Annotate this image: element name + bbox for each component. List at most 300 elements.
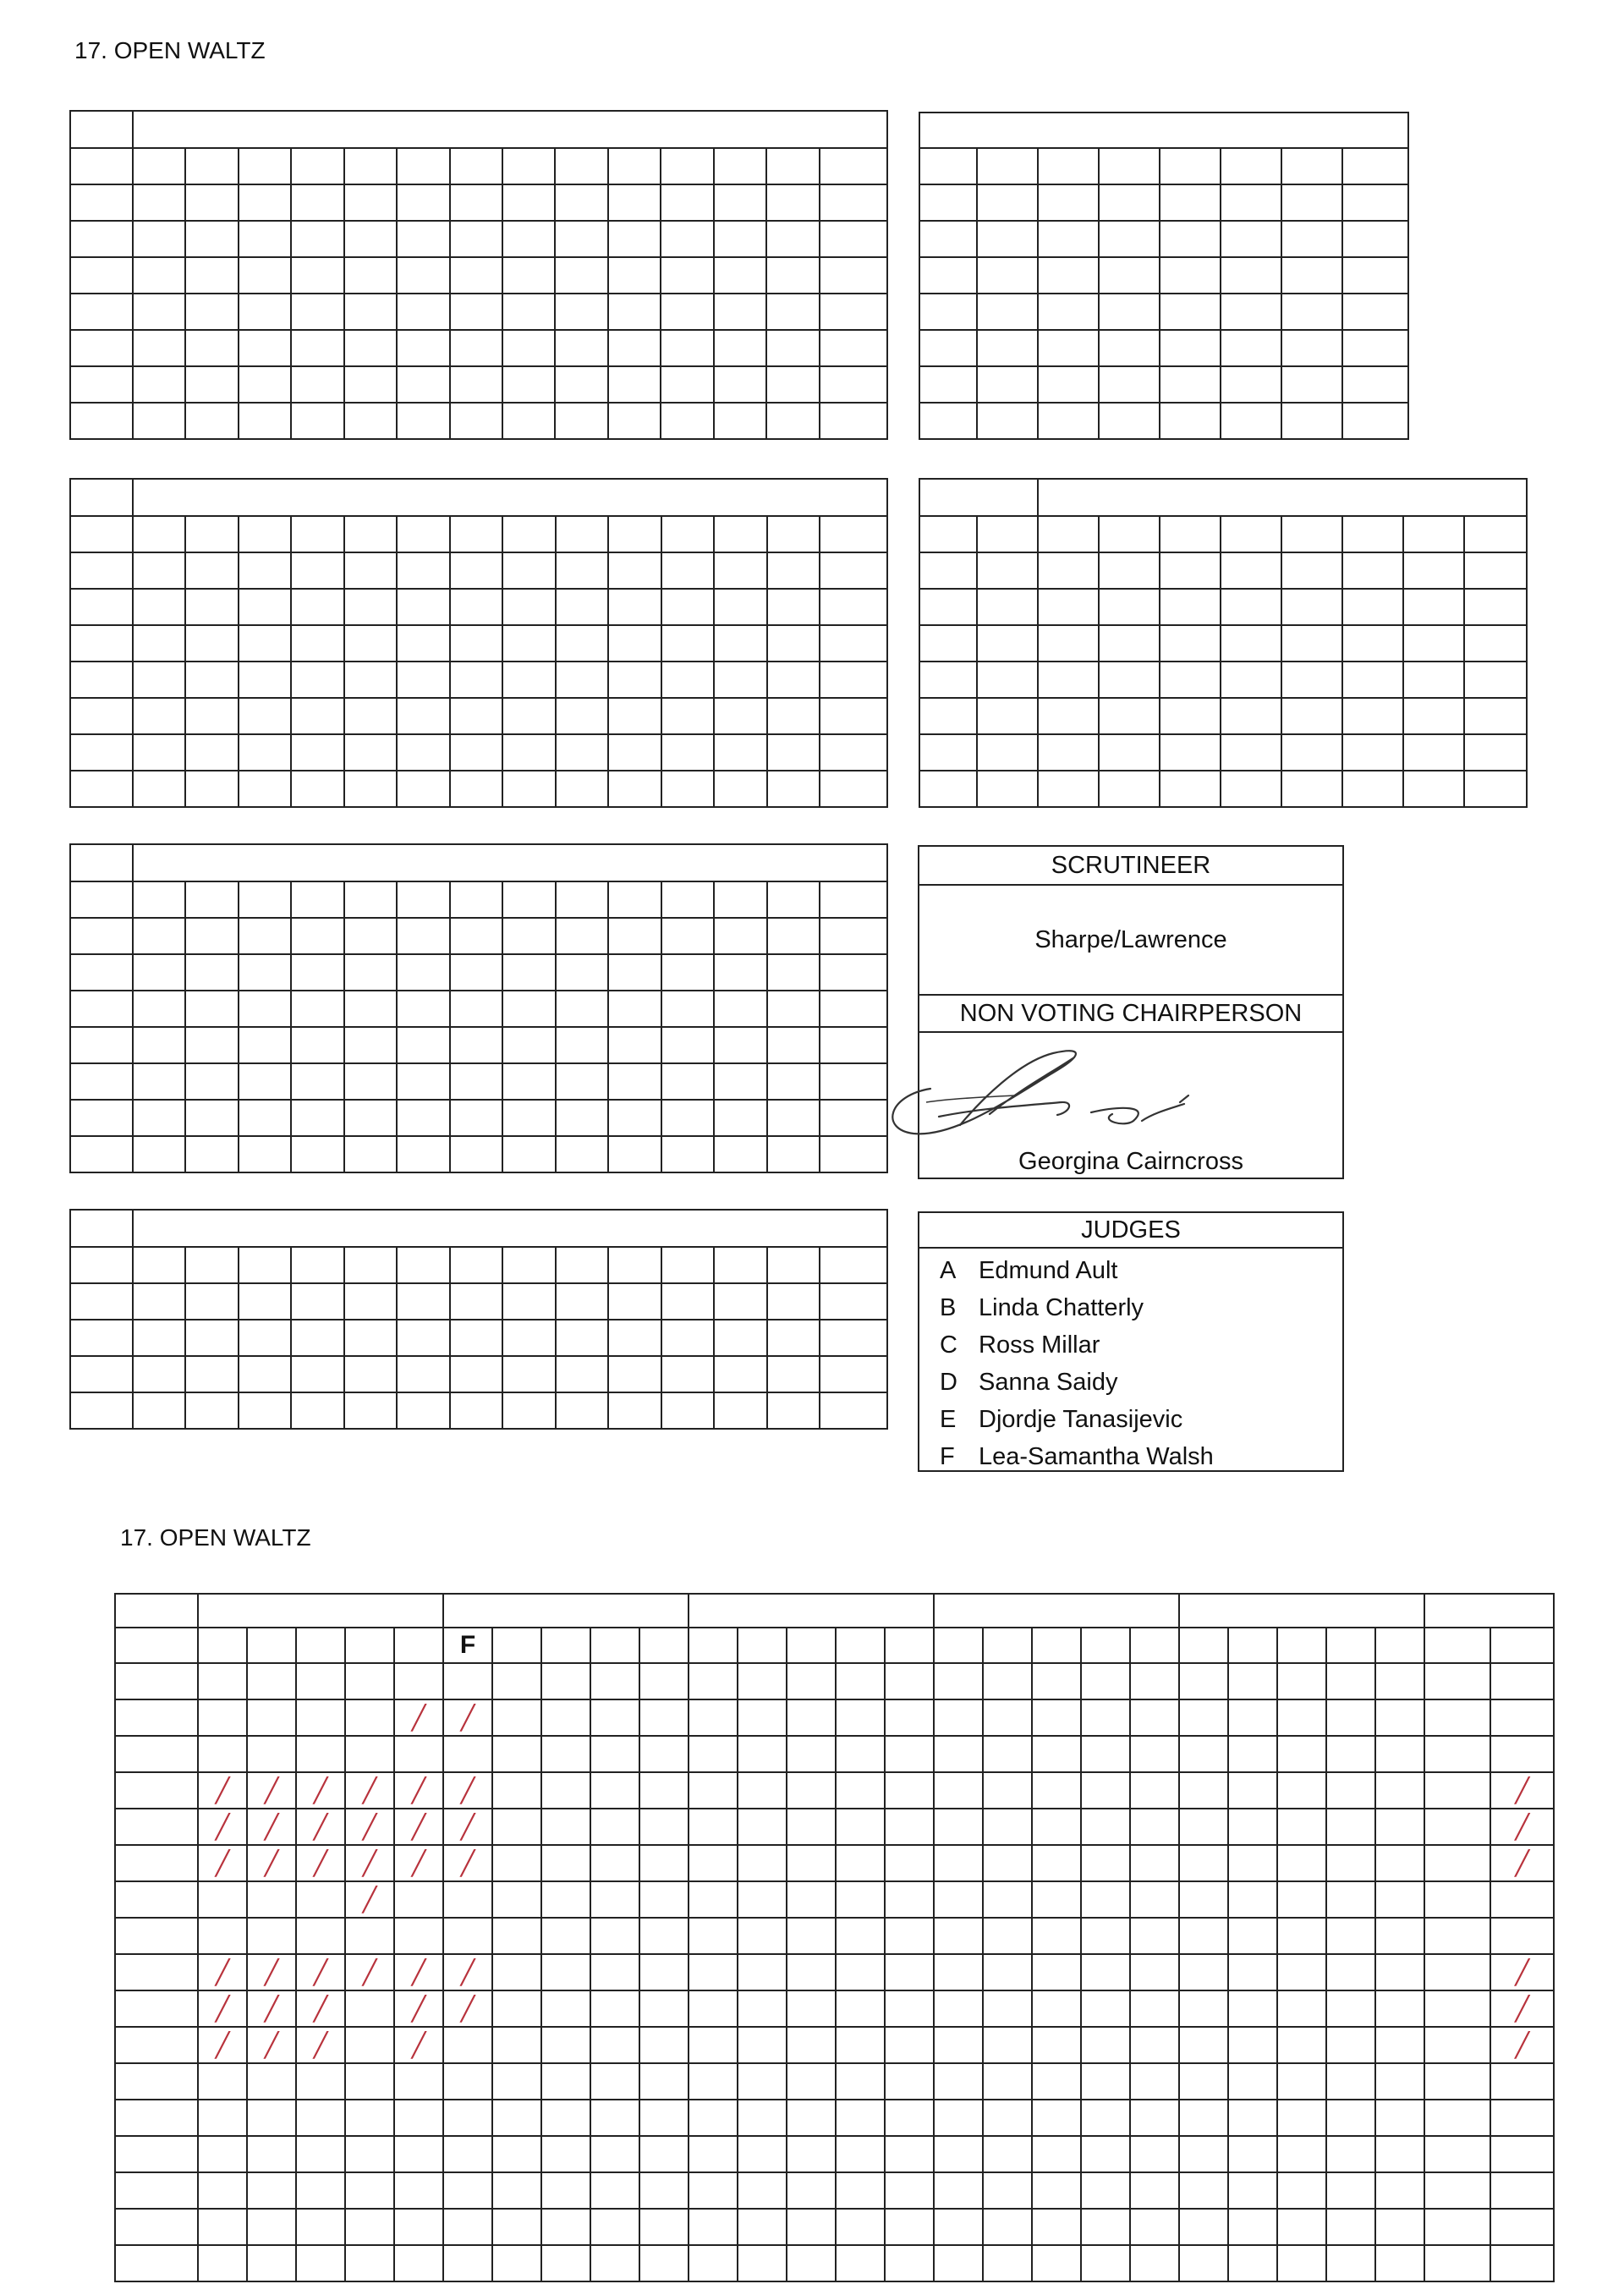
empty-cell xyxy=(1032,1845,1081,1881)
empty-cell xyxy=(1490,2136,1554,2172)
empty-cell xyxy=(836,2245,885,2281)
couple-row xyxy=(70,257,887,294)
couple-number xyxy=(115,1845,198,1881)
empty-cell xyxy=(291,918,343,954)
empty-cell xyxy=(296,2136,345,2172)
empty-cell xyxy=(977,294,1038,330)
empty-cell xyxy=(1081,1736,1130,1772)
position-cell xyxy=(820,221,887,257)
empty-cell xyxy=(296,1663,345,1699)
empty-cell xyxy=(934,2136,983,2172)
empty-cell xyxy=(1038,662,1099,698)
empty-cell xyxy=(767,662,820,698)
empty-cell xyxy=(714,1100,766,1136)
judge-column-header xyxy=(1179,1628,1228,1663)
column-header xyxy=(1099,516,1160,552)
empty-cell xyxy=(1281,734,1342,771)
empty-cell xyxy=(70,662,133,698)
judges-list xyxy=(919,1249,1342,1475)
column-header xyxy=(608,148,661,184)
column-header xyxy=(291,516,343,552)
empty-cell xyxy=(1160,552,1221,589)
column-header xyxy=(185,881,238,918)
empty-cell xyxy=(1038,184,1099,221)
empty-cell xyxy=(443,1881,492,1918)
empty-cell xyxy=(443,2063,492,2100)
mark-cell xyxy=(502,330,555,366)
empty-cell xyxy=(133,589,185,625)
recall-mark: ╱ xyxy=(247,1954,296,1990)
empty-cell xyxy=(689,2172,738,2209)
recall-mark: ╱ xyxy=(247,2027,296,2063)
empty-cell xyxy=(639,1663,689,1699)
mark-cell xyxy=(239,366,291,403)
summary-table xyxy=(919,112,1409,440)
empty-cell xyxy=(502,403,555,439)
empty-cell xyxy=(541,2063,590,2100)
empty-cell xyxy=(1490,2245,1554,2281)
empty-cell xyxy=(247,1736,296,1772)
column-header xyxy=(291,1247,343,1283)
empty-cell xyxy=(983,1845,1032,1881)
empty-cell xyxy=(1179,1736,1228,1772)
chairperson-name: Georgina Cairncross xyxy=(1018,1148,1243,1175)
empty-row xyxy=(70,1100,887,1136)
empty-cell xyxy=(983,2245,1032,2281)
empty-cell xyxy=(787,1736,836,1772)
column-header xyxy=(1342,148,1408,184)
recall-mark: ╱ xyxy=(394,1772,443,1809)
mark-cell xyxy=(291,294,343,330)
mark-cell xyxy=(239,294,291,330)
empty-cell xyxy=(70,589,133,625)
empty-cell xyxy=(1228,1699,1277,1736)
empty-cell xyxy=(239,589,291,625)
empty-cell xyxy=(1375,1736,1424,1772)
empty-cell xyxy=(934,1736,983,1772)
empty-cell xyxy=(541,2209,590,2245)
empty-cell xyxy=(556,625,608,662)
empty-cell xyxy=(556,1100,608,1136)
empty-cell xyxy=(239,1100,291,1136)
empty-cell xyxy=(1081,1699,1130,1736)
empty-cell xyxy=(247,2245,296,2281)
recall-mark: ╱ xyxy=(296,1990,345,2027)
empty-cell xyxy=(1281,698,1342,734)
empty-cell xyxy=(502,589,555,625)
empty-cell xyxy=(1038,403,1099,439)
empty-cell xyxy=(492,1736,541,1772)
empty-cell xyxy=(450,552,502,589)
empty-cell xyxy=(608,1283,661,1320)
judge-column-header xyxy=(1326,1628,1375,1663)
empty-cell xyxy=(1032,1809,1081,1845)
empty-cell xyxy=(590,1736,639,1772)
column-header xyxy=(502,881,555,918)
position-cell xyxy=(820,366,887,403)
empty-cell xyxy=(639,2172,689,2209)
column-header xyxy=(714,881,766,918)
empty-cell xyxy=(608,771,661,807)
empty-cell xyxy=(450,1063,502,1100)
empty-cell xyxy=(738,1809,787,1845)
recall-row xyxy=(115,1881,1554,1918)
empty-cell xyxy=(919,771,977,807)
empty-cell xyxy=(787,2136,836,2172)
empty-cell xyxy=(450,1283,502,1320)
empty-cell xyxy=(541,2136,590,2172)
empty-cell xyxy=(239,698,291,734)
blank-cell xyxy=(70,479,133,516)
empty-cell xyxy=(1221,330,1281,366)
column-header xyxy=(661,148,713,184)
empty-cell xyxy=(185,1283,238,1320)
mark-cell xyxy=(766,184,819,221)
recall-mark: ╱ xyxy=(345,1809,394,1845)
empty-cell xyxy=(1032,1881,1081,1918)
empty-cell xyxy=(1490,1918,1554,1954)
empty-cell xyxy=(1099,403,1160,439)
empty-cell xyxy=(1099,698,1160,734)
empty-cell xyxy=(1228,1809,1277,1845)
empty-cell xyxy=(397,734,449,771)
empty-cell xyxy=(556,918,608,954)
empty-cell xyxy=(70,1283,133,1320)
judge-column-header xyxy=(836,1628,885,1663)
empty-cell xyxy=(541,1809,590,1845)
empty-cell xyxy=(1281,771,1342,807)
empty-cell xyxy=(1160,734,1221,771)
scrutineer-name: Sharpe/Lawrence xyxy=(919,886,1342,996)
empty-cell xyxy=(344,662,397,698)
couple-row xyxy=(70,221,887,257)
empty-cell xyxy=(450,698,502,734)
empty-cell xyxy=(397,954,449,991)
empty-cell xyxy=(1424,2245,1490,2281)
empty-cell xyxy=(1160,662,1221,698)
empty-cell xyxy=(556,1136,608,1172)
empty-cell xyxy=(344,1100,397,1136)
empty-cell xyxy=(977,257,1038,294)
empty-cell xyxy=(344,403,397,439)
empty-cell xyxy=(239,403,291,439)
recall-mark: ╱ xyxy=(443,1699,492,1736)
empty-cell xyxy=(397,1100,449,1136)
empty-row xyxy=(70,1320,887,1356)
empty-cell xyxy=(344,1320,397,1356)
empty-cell xyxy=(714,662,766,698)
empty-cell xyxy=(767,1392,820,1429)
judge-name: Sanna Saidy xyxy=(979,1369,1118,1396)
empty-cell xyxy=(1490,1881,1554,1918)
empty-row xyxy=(70,552,887,589)
mark-cell xyxy=(555,366,607,403)
empty-cell xyxy=(397,552,449,589)
empty-cell xyxy=(767,552,820,589)
mark-cell xyxy=(397,366,449,403)
mark-cell xyxy=(714,330,766,366)
empty-cell xyxy=(1228,2172,1277,2209)
mark-cell xyxy=(450,366,502,403)
mark-cell xyxy=(344,330,397,366)
empty-cell xyxy=(608,589,661,625)
empty-cell xyxy=(608,698,661,734)
position-cell xyxy=(820,294,887,330)
empty-cell xyxy=(291,1320,343,1356)
empty-cell xyxy=(590,1954,639,1990)
page-title: 17. OPEN WALTZ xyxy=(74,37,266,63)
empty-cell xyxy=(689,2100,738,2136)
empty-cell xyxy=(590,1918,639,1954)
empty-cell xyxy=(661,589,714,625)
empty-cell xyxy=(767,771,820,807)
empty-cell xyxy=(70,625,133,662)
empty-cell xyxy=(1228,1845,1277,1881)
judge-name: Edmund Ault xyxy=(979,1257,1118,1284)
column-header xyxy=(820,881,887,918)
column-header xyxy=(556,1247,608,1283)
empty-cell xyxy=(450,589,502,625)
judge-name: Lea-Samantha Walsh xyxy=(979,1443,1214,1470)
empty-cell xyxy=(344,1392,397,1429)
empty-cell xyxy=(934,1954,983,1990)
judge-name: Linda Chatterly xyxy=(979,1294,1144,1321)
empty-cell xyxy=(133,1063,185,1100)
empty-cell xyxy=(1099,734,1160,771)
empty-cell xyxy=(1179,2245,1228,2281)
empty-row xyxy=(70,1063,887,1100)
empty-cell xyxy=(247,1663,296,1699)
recall-mark: ╱ xyxy=(247,1990,296,2027)
mark-cell xyxy=(291,184,343,221)
empty-cell xyxy=(738,1845,787,1881)
column-header xyxy=(1160,516,1221,552)
empty-cell xyxy=(115,2172,198,2209)
empty-cell xyxy=(1277,2209,1326,2245)
recall-mark: ╱ xyxy=(394,1699,443,1736)
empty-cell xyxy=(450,991,502,1027)
empty-cell xyxy=(1032,2063,1081,2100)
empty-cell xyxy=(689,2063,738,2100)
empty-cell xyxy=(1130,1699,1179,1736)
empty-cell xyxy=(689,2209,738,2245)
empty-cell xyxy=(1277,1663,1326,1699)
empty-cell xyxy=(1403,552,1464,589)
mark-cell xyxy=(185,294,238,330)
empty-cell xyxy=(1277,2245,1326,2281)
empty-cell xyxy=(590,2245,639,2281)
empty-cell xyxy=(1038,330,1099,366)
empty-cell xyxy=(661,1356,714,1392)
empty-cell xyxy=(502,552,555,589)
empty-cell xyxy=(661,698,714,734)
empty-cell xyxy=(885,2136,934,2172)
empty-cell xyxy=(836,2136,885,2172)
empty-cell xyxy=(934,1845,983,1881)
empty-row xyxy=(70,662,887,698)
empty-cell xyxy=(590,1881,639,1918)
empty-cell xyxy=(185,1356,238,1392)
empty-cell xyxy=(1228,2209,1277,2245)
recall-mark: ╱ xyxy=(394,1954,443,1990)
empty-cell xyxy=(820,625,887,662)
empty-cell xyxy=(1375,1772,1424,1809)
empty-cell xyxy=(450,1136,502,1172)
empty-cell xyxy=(885,2063,934,2100)
empty-cell xyxy=(787,1772,836,1809)
empty-cell xyxy=(983,1990,1032,2027)
empty-cell xyxy=(1081,1954,1130,1990)
empty-cell xyxy=(185,734,238,771)
empty-cell xyxy=(977,403,1038,439)
empty-cell xyxy=(397,991,449,1027)
empty-cell xyxy=(1179,1990,1228,2027)
empty-cell xyxy=(608,1100,661,1136)
empty-cell xyxy=(836,1809,885,1845)
mark-cell xyxy=(133,330,185,366)
empty-cell xyxy=(291,1283,343,1320)
empty-cell xyxy=(1160,589,1221,625)
empty-row xyxy=(919,698,1527,734)
empty-cell xyxy=(1490,2209,1554,2245)
empty-cell xyxy=(689,1954,738,1990)
empty-cell xyxy=(1403,625,1464,662)
judge-entry xyxy=(919,1401,1342,1438)
column-header xyxy=(766,148,819,184)
empty-cell xyxy=(1221,221,1281,257)
empty-cell xyxy=(70,918,133,954)
empty-cell xyxy=(1228,2063,1277,2100)
empty-cell xyxy=(1490,1736,1554,1772)
dance-group-label xyxy=(934,1594,1179,1628)
empty-cell xyxy=(541,1736,590,1772)
recall-mark: ╱ xyxy=(247,1809,296,1845)
chairperson-signature xyxy=(880,1036,1201,1146)
empty-cell xyxy=(291,698,343,734)
mark-cell xyxy=(133,366,185,403)
dance-label-row xyxy=(70,111,887,148)
empty-cell xyxy=(185,552,238,589)
empty-cell xyxy=(344,698,397,734)
column-header xyxy=(70,1247,133,1283)
empty-cell xyxy=(344,734,397,771)
recall-mark: ╱ xyxy=(345,1881,394,1918)
recall-mark: ╱ xyxy=(198,1990,247,2027)
column-header xyxy=(344,1247,397,1283)
empty-cell xyxy=(661,662,714,698)
empty-cell xyxy=(70,954,133,991)
empty-cell xyxy=(133,918,185,954)
empty-cell xyxy=(590,2209,639,2245)
empty-cell xyxy=(492,1772,541,1809)
empty-row xyxy=(70,1027,887,1063)
group-row xyxy=(115,1594,1554,1628)
empty-cell xyxy=(492,1918,541,1954)
couple-number xyxy=(115,1809,198,1845)
empty-cell xyxy=(1424,2136,1490,2172)
judge-letter: D xyxy=(940,1369,957,1396)
empty-cell xyxy=(1179,2209,1228,2245)
empty-cell xyxy=(239,1027,291,1063)
empty-cell xyxy=(492,2027,541,2063)
empty-cell xyxy=(608,1136,661,1172)
empty-cell xyxy=(1179,1845,1228,1881)
mark-cell xyxy=(502,184,555,221)
dance-group-label xyxy=(1179,1594,1424,1628)
recall-mark: ╱ xyxy=(345,1772,394,1809)
dance-label-row xyxy=(70,1210,887,1247)
rule11-label xyxy=(919,479,1038,516)
empty-cell xyxy=(714,1136,766,1172)
mark-cell xyxy=(450,221,502,257)
mark-cell xyxy=(766,366,819,403)
empty-cell xyxy=(767,1027,820,1063)
empty-cell xyxy=(836,1881,885,1918)
empty-cell xyxy=(541,1990,590,2027)
total-cell xyxy=(1424,1663,1490,1699)
column-header xyxy=(820,516,887,552)
couple-number xyxy=(70,257,133,294)
mark-cell xyxy=(397,257,449,294)
empty-cell xyxy=(767,698,820,734)
header-row xyxy=(70,148,887,184)
empty-row xyxy=(70,1356,887,1392)
empty-cell xyxy=(247,2100,296,2136)
blank-cell xyxy=(70,111,133,148)
mark-cell xyxy=(661,294,713,330)
empty-cell xyxy=(556,734,608,771)
empty-cell xyxy=(689,2136,738,2172)
empty-cell xyxy=(1326,2245,1375,2281)
empty-cell xyxy=(714,403,766,439)
empty-cell xyxy=(291,1063,343,1100)
empty-cell xyxy=(1221,734,1281,771)
empty-cell xyxy=(397,918,449,954)
empty-cell xyxy=(502,1320,555,1356)
empty-cell xyxy=(767,1283,820,1320)
empty-cell xyxy=(1277,2172,1326,2209)
judge-column-header xyxy=(1081,1628,1130,1663)
empty-row xyxy=(919,734,1527,771)
empty-cell xyxy=(714,771,766,807)
couple-row xyxy=(70,330,887,366)
empty-cell xyxy=(639,1954,689,1990)
column-header xyxy=(820,148,887,184)
empty-cell xyxy=(1081,2027,1130,2063)
empty-cell xyxy=(450,1100,502,1136)
empty-cell xyxy=(1032,1736,1081,1772)
empty-cell xyxy=(239,734,291,771)
column-header xyxy=(556,881,608,918)
empty-cell xyxy=(239,771,291,807)
judge-name: Ross Millar xyxy=(979,1331,1100,1359)
empty-cell xyxy=(1277,1736,1326,1772)
empty-cell xyxy=(836,2063,885,2100)
empty-cell xyxy=(689,1881,738,1918)
empty-cell xyxy=(1342,330,1408,366)
empty-cell xyxy=(661,1063,714,1100)
empty-cell xyxy=(70,552,133,589)
empty-cell xyxy=(1130,2172,1179,2209)
rec-header xyxy=(1490,1628,1554,1663)
empty-cell xyxy=(738,2136,787,2172)
empty-cell xyxy=(239,1356,291,1392)
judge-column-header xyxy=(1375,1628,1424,1663)
empty-cell xyxy=(1179,1954,1228,1990)
empty-cell xyxy=(133,662,185,698)
empty-cell xyxy=(714,552,766,589)
recall-mark: ╱ xyxy=(296,2027,345,2063)
